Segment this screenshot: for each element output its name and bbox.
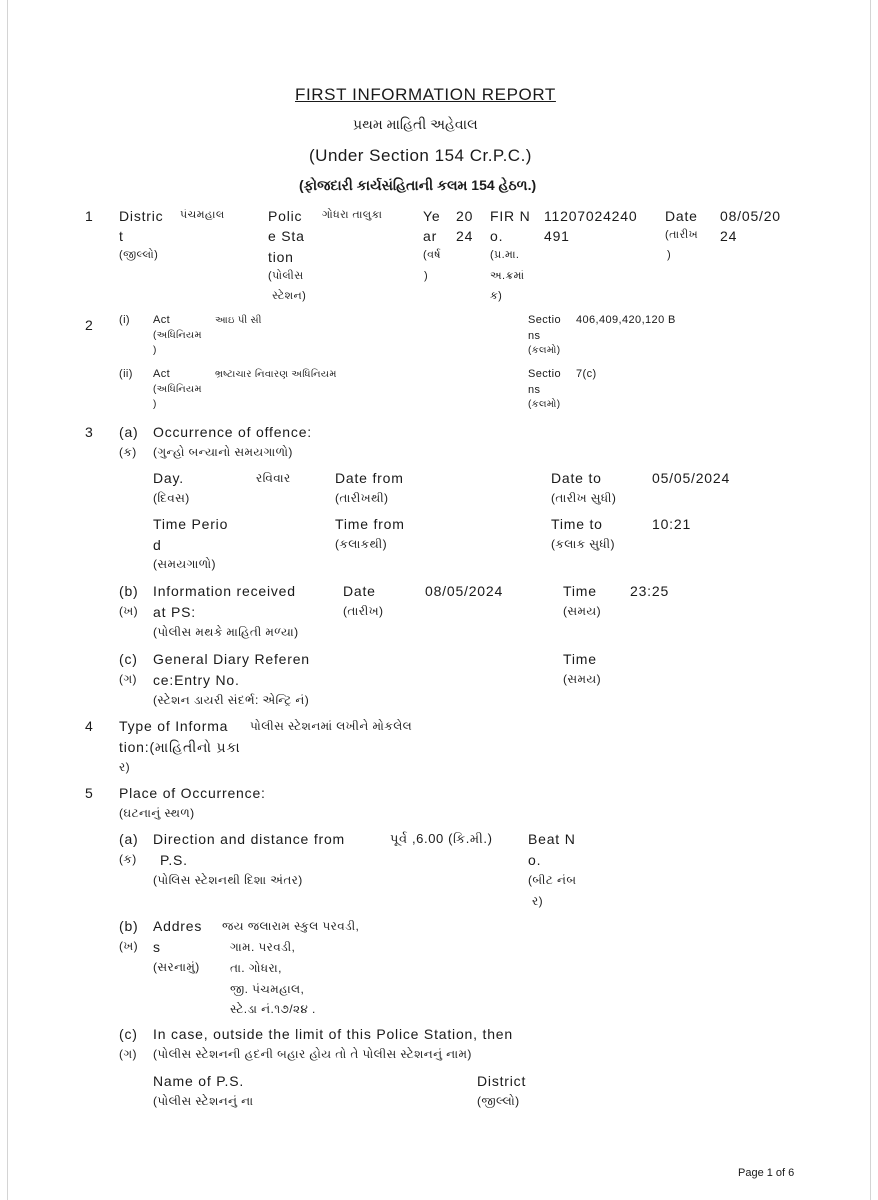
time-period-label-gujarati: (સમયગાળો) — [153, 557, 216, 571]
diary-time-label-gujarati: (સમય) — [563, 672, 602, 686]
info-received-label: Information received — [153, 583, 296, 599]
year-value: 20 — [456, 208, 474, 224]
act-ii-label: (ii) — [119, 368, 133, 380]
time-from-label: Time from — [335, 516, 405, 532]
row-number: 1 — [85, 208, 94, 224]
diary-sub-label: (c) — [119, 651, 138, 667]
district-label-gujarati: (જીલ્લો) — [119, 249, 159, 261]
sections-ii-label-cont: ns — [528, 384, 541, 396]
direction-sub-label-gujarati: (ક) — [119, 852, 137, 866]
date-label-gujarati: (તારીખ — [665, 229, 699, 241]
occurrence-sub-label-gujarati: (ક) — [119, 445, 137, 459]
address-line-2: ગામ. પરવડી, — [230, 940, 296, 954]
beat-label-gujarati-close: ર) — [532, 894, 544, 908]
police-station-label-gujarati: (પોલીસ — [268, 270, 304, 282]
district-value: પંચમહાલ — [180, 209, 225, 221]
outside-limit-sub-label-gujarati: (ગ) — [119, 1047, 137, 1061]
report-section: (Under Section 154 Cr.P.C.) — [309, 146, 532, 165]
row-number: 2 — [85, 317, 94, 333]
page-number: Page 1 of 6 — [738, 1167, 795, 1179]
address-sub-label-gujarati: (ખ) — [119, 939, 139, 953]
time-period-label: Time Perio — [153, 516, 229, 532]
ps-name-label-gujarati: (પોલીસ સ્ટેશનનું ના — [153, 1094, 254, 1108]
fir-number-value: 11207024240 — [544, 208, 638, 224]
date-value: 08/05/20 — [720, 208, 781, 224]
info-type-label-close: ર) — [119, 760, 131, 774]
act-ii-title-close: ) — [153, 399, 157, 410]
time-period-label-cont: d — [153, 537, 162, 553]
fir-number-label-gujarati: (પ્ર.મા. — [490, 249, 520, 261]
year-label-gujarati: (વર્ષ — [423, 249, 441, 261]
fir-number-value-cont: 491 — [544, 228, 570, 244]
fir-number-label-gujarati-cont: અ.ક્રમાં — [490, 270, 525, 282]
date-value-cont: 24 — [720, 228, 738, 244]
sections-ii-label: Sectio — [528, 368, 561, 380]
info-type-label-cont: tion:(માહિતીનો પ્રકા — [119, 739, 241, 755]
info-date-label-gujarati: (તારીખ) — [343, 604, 384, 618]
act-ii-title: Act — [153, 368, 171, 380]
date-from-label-gujarati: (તારીખથી) — [335, 491, 389, 505]
year-label-close: ) — [424, 270, 429, 282]
time-to-label: Time to — [551, 516, 603, 532]
direction-label: Direction and distance from — [153, 831, 346, 847]
date-label: Date — [665, 208, 698, 224]
beat-label-gujarati: (બીટ નંબ — [528, 873, 577, 887]
info-time-label-gujarati: (સમય) — [563, 604, 602, 618]
beat-label-cont: o. — [528, 852, 542, 868]
place-title-gujarati: (ઘટનાનું સ્થળ) — [119, 806, 195, 820]
outside-limit-label-gujarati: (પોલીસ સ્ટેશનની હદની બહાર હોય તો તે પોલીસ સ્ટેશનનું નામ) — [153, 1047, 472, 1061]
district-label-cont: t — [119, 228, 124, 244]
info-received-sub-label: (b) — [119, 583, 139, 599]
diary-label-gujarati: (સ્ટેશન ડાયરી સંદર્ભ: એન્ટ્રિ નં) — [153, 693, 310, 707]
diary-time-label: Time — [563, 651, 597, 667]
date-to-label-gujarati: (તારીખ સુધી) — [551, 491, 617, 505]
time-to-value: 10:21 — [652, 516, 692, 532]
diary-label: General Diary Referen — [153, 651, 310, 667]
ps-name-label: Name of P.S. — [153, 1073, 245, 1089]
address-sub-label: (b) — [119, 918, 139, 934]
police-station-label-cont2: tion — [268, 249, 294, 265]
date-label-close: ) — [667, 249, 672, 261]
date-to-value: 05/05/2024 — [652, 470, 731, 486]
address-line-5: સ્ટે.ડા નં.૧૭/૨૪ . — [230, 1002, 316, 1016]
info-type-label: Type of Informa — [119, 718, 229, 734]
outside-limit-label: In case, outside the limit of this Police Station, then — [153, 1026, 513, 1042]
report-title-gujarati: પ્રથમ માહિતી અહેવાલ — [353, 116, 478, 132]
info-date-label: Date — [343, 583, 376, 599]
direction-label-cont: P.S. — [160, 852, 188, 868]
act-ii-title-gujarati: (અધિનિયમ — [153, 384, 202, 395]
direction-sub-label: (a) — [119, 831, 139, 847]
info-type-value: પોલીસ સ્ટેશનમાં લખીને મોકલેલ — [250, 719, 413, 733]
date-from-label: Date from — [335, 470, 404, 486]
fir-number-label: FIR N — [490, 208, 531, 224]
day-label: Day. — [153, 470, 184, 486]
act-i-title: Act — [153, 314, 171, 326]
year-value-cont: 24 — [456, 228, 474, 244]
info-time-label: Time — [563, 583, 597, 599]
diary-label-cont: ce:Entry No. — [153, 672, 240, 688]
day-label-gujarati: (દિવસ) — [153, 491, 190, 505]
beat-label: Beat N — [528, 831, 576, 847]
act-i-title-gujarati: (અધિનિયમ — [153, 330, 202, 341]
act-i-label: (i) — [119, 314, 130, 326]
address-line-1: જય જલારામ સ્કુલ પરવડી, — [222, 919, 360, 933]
outside-limit-sub-label: (c) — [119, 1026, 138, 1042]
police-station-label: Polic — [268, 208, 303, 224]
year-label: Ye — [423, 208, 441, 224]
occurrence-title-gujarati: (ગુન્હો બન્યાનો સમયગાળો) — [153, 445, 293, 459]
sections-i-value: 406,409,420,120 B — [576, 314, 676, 326]
info-received-label-cont: at PS: — [153, 604, 196, 620]
direction-label-gujarati: (પોલિસ સ્ટેશનથી દિશા અંતર) — [153, 873, 303, 887]
sections-ii-value: 7(c) — [576, 368, 597, 380]
page-edge-right — [870, 0, 871, 1200]
occurrence-sub-label: (a) — [119, 424, 139, 440]
report-title: FIRST INFORMATION REPORT — [295, 85, 556, 104]
address-label-gujarati: (સરનામું) — [153, 960, 200, 974]
page-edge-left — [7, 0, 8, 1200]
time-from-label-gujarati: (કલાકથી) — [335, 537, 387, 551]
act-ii-value: ભ્રષ્ટાચાર નિવારણ અધિનિયમ — [215, 369, 337, 380]
sections-i-label-gujarati: (કલમો) — [528, 345, 561, 356]
direction-value: પૂર્વ ,6.00 (કિ.મી.) — [390, 831, 493, 846]
occurrence-title: Occurrence of offence: — [153, 424, 312, 440]
date-to-label: Date to — [551, 470, 602, 486]
fir-number-label-cont: o. — [490, 228, 504, 244]
outside-district-label-gujarati: (જીલ્લો) — [477, 1094, 520, 1108]
address-line-4: જી. પંચમહાલ, — [230, 982, 305, 996]
outside-district-label: District — [477, 1073, 527, 1089]
info-received-label-gujarati: (પોલીસ મથકે માહિતી મળ્યા) — [153, 625, 299, 639]
fir-number-label-gujarati-close: ક) — [490, 290, 503, 302]
address-label: Addres — [153, 918, 203, 934]
report-section-gujarati: (ફોજદારી કાર્યસંહિતાની કલમ 154 હેઠળ.) — [299, 177, 537, 193]
sections-i-label: Sectio — [528, 314, 561, 326]
act-i-value: આઇ પી સી — [215, 315, 262, 326]
district-label: Distric — [119, 208, 164, 224]
info-date-value: 08/05/2024 — [425, 583, 504, 599]
diary-sub-label-gujarati: (ગ) — [119, 672, 137, 686]
day-value: રવિવાર — [256, 471, 291, 485]
info-received-sub-label-gujarati: (ખ) — [119, 604, 139, 618]
row-number: 4 — [85, 718, 94, 734]
sections-i-label-cont: ns — [528, 330, 541, 342]
police-station-value: ગોધરા તાલુકા — [322, 209, 383, 221]
row-number: 5 — [85, 785, 94, 801]
year-label-cont: ar — [423, 228, 438, 244]
police-station-label-cont: e Sta — [268, 228, 305, 244]
address-label-cont: s — [153, 939, 161, 955]
row-number: 3 — [85, 424, 94, 440]
act-i-title-close: ) — [153, 345, 157, 356]
address-line-3: તા. ગોધરા, — [230, 961, 282, 975]
police-station-label-gujarati-cont: સ્ટેશન) — [272, 290, 307, 302]
info-time-value: 23:25 — [630, 583, 670, 599]
time-to-label-gujarati: (કલાક સુધી) — [551, 537, 615, 551]
sections-ii-label-gujarati: (કલમો) — [528, 399, 561, 410]
place-title: Place of Occurrence: — [119, 785, 266, 801]
